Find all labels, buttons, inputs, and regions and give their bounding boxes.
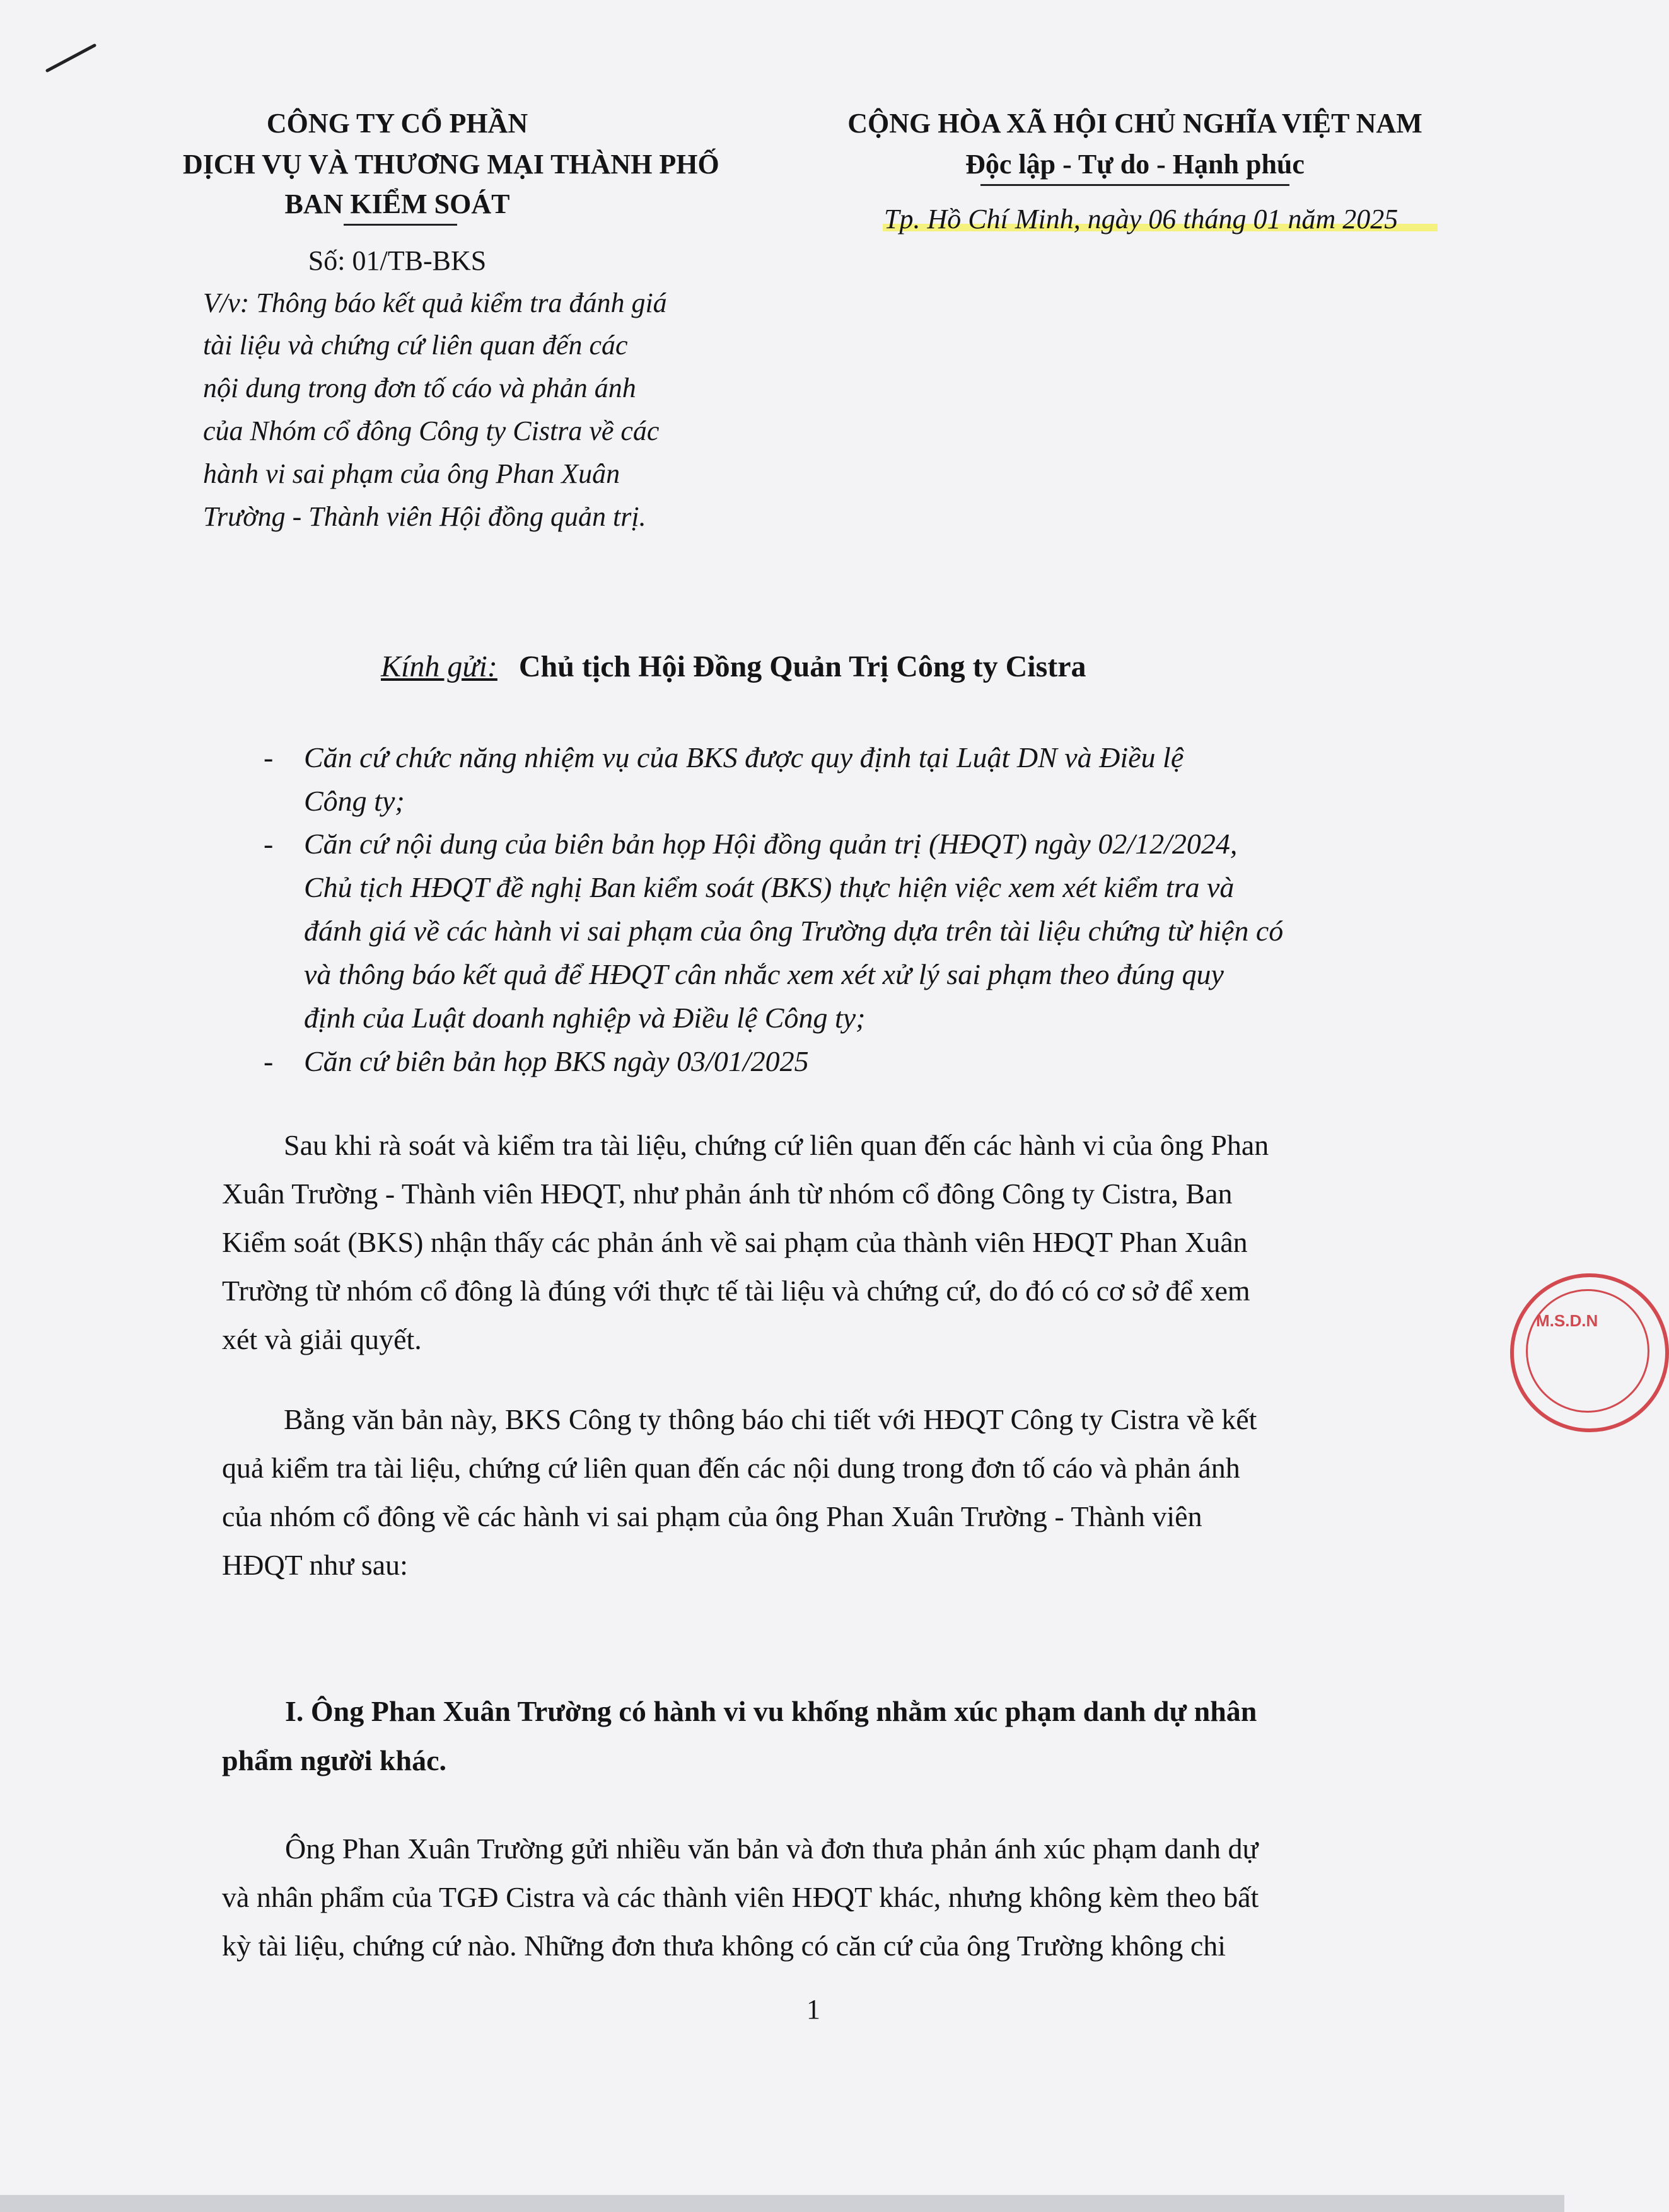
basis-line: Căn cứ nội dung của biên bản họp Hội đồng quản trị (HĐQT) ngày 02/12/2024, (304, 828, 1238, 860)
department-underline (344, 224, 457, 226)
recipient-label: Kính gửi: (381, 650, 497, 683)
subject-line: của Nhóm cổ đông Công ty Cistra về các (203, 415, 660, 446)
national-motto: Độc lập - Tự do - Hạnh phúc (965, 149, 1305, 180)
department-name: BAN KIỂM SOÁT (284, 188, 510, 219)
subject-line: Trường - Thành viên Hội đồng quản trị. (203, 501, 646, 532)
paragraph-line: Xuân Trường - Thành viên HĐQT, như phản ánh từ nhóm cổ đông Công ty Cistra, Ban (222, 1178, 1233, 1210)
paragraph-line: Kiểm soát (BKS) nhận thấy các phản ánh về sai phạm của thành viên HĐQT Phan Xuân (222, 1226, 1248, 1258)
bullet-dash: - (264, 828, 274, 860)
basis-line: định của Luật doanh nghiệp và Điều lệ Công ty; (304, 1002, 866, 1034)
paragraph-line: Bằng văn bản này, BKS Công ty thông báo chi tiết với HĐQT Công ty Cistra về kết (284, 1403, 1257, 1435)
paragraph-line: kỳ tài liệu, chứng cứ nào. Những đơn thưa không có căn cứ của ông Trường không chi (222, 1930, 1226, 1962)
recipient-name: Chủ tịch Hội Đồng Quản Trị Công ty Cistra (518, 650, 1086, 683)
scan-bottom-edge (0, 2195, 1564, 2212)
company-name-line2: DỊCH VỤ VÀ THƯƠNG MẠI THÀNH PHỐ (183, 149, 719, 180)
basis-line: đánh giá về các hành vi sai phạm của ông Trường dựa trên tài liệu chứng từ hiện có (304, 915, 1284, 947)
recipient-line (381, 649, 1086, 684)
place-and-date: Tp. Hồ Chí Minh, ngày 06 tháng 01 năm 2025 (884, 204, 1399, 235)
paragraph-line: xét và giải quyết. (222, 1323, 422, 1355)
bullet-dash: - (264, 1045, 274, 1077)
paragraph-line: HĐQT như sau: (222, 1549, 408, 1581)
paragraph-line: của nhóm cổ đông về các hành vi sai phạm của ông Phan Xuân Trường - Thành viên (222, 1500, 1202, 1532)
nation-title: CỘNG HÒA XÃ HỘI CHỦ NGHĨA VIỆT NAM (847, 108, 1422, 139)
basis-line: và thông báo kết quả để HĐQT cân nhắc xem xét xử lý sai phạm theo đúng quy (304, 958, 1224, 990)
company-name-line1: CÔNG TY CỔ PHẦN (266, 108, 528, 139)
paragraph-line: Ông Phan Xuân Trường gửi nhiều văn bản và đơn thưa phản ánh xúc phạm danh dự (285, 1833, 1259, 1865)
section-heading: I. Ông Phan Xuân Trường có hành vi vu khống nhằm xúc phạm danh dự nhân (285, 1695, 1257, 1727)
subject-line: tài liệu và chứng cứ liên quan đến các (203, 330, 628, 361)
motto-underline (980, 184, 1289, 186)
paragraph-line: và nhân phẩm của TGĐ Cistra và các thành viên HĐQT khác, nhưng không kèm theo bất (222, 1881, 1259, 1913)
subject-line: nội dung trong đơn tố cáo và phản ánh (203, 373, 636, 403)
pen-mark-icon (44, 38, 101, 76)
document-number: Số: 01/TB-BKS (308, 245, 487, 276)
subject-line: hành vi sai phạm của ông Phan Xuân (203, 458, 620, 489)
company-seal-inner-ring (1526, 1289, 1649, 1413)
seal-text: M.S.D.N (1536, 1311, 1598, 1330)
basis-line: Chủ tịch HĐQT đề nghị Ban kiểm soát (BKS) thực hiện việc xem xét kiểm tra và (304, 871, 1235, 903)
basis-line: Căn cứ biên bản họp BKS ngày 03/01/2025 (304, 1045, 809, 1077)
bullet-dash: - (264, 741, 274, 773)
basis-line: Căn cứ chức năng nhiệm vụ của BKS được quy định tại Luật DN và Điều lệ (304, 741, 1184, 773)
section-heading: phẩm người khác. (222, 1744, 447, 1776)
subject-line: V/v: Thông báo kết quả kiểm tra đánh giá (203, 287, 667, 318)
paragraph-line: Sau khi rà soát và kiểm tra tài liệu, chứng cứ liên quan đến các hành vi của ông Phan (284, 1129, 1269, 1161)
basis-line: Công ty; (304, 785, 405, 817)
paragraph-line: Trường từ nhóm cổ đông là đúng với thực tế tài liệu và chứng cứ, do đó có cơ sở để xem (222, 1275, 1250, 1307)
paragraph-line: quả kiểm tra tài liệu, chứng cứ liên quan đến các nội dung trong đơn tố cáo và phản ánh (222, 1452, 1240, 1484)
page-number: 1 (806, 1994, 820, 2025)
